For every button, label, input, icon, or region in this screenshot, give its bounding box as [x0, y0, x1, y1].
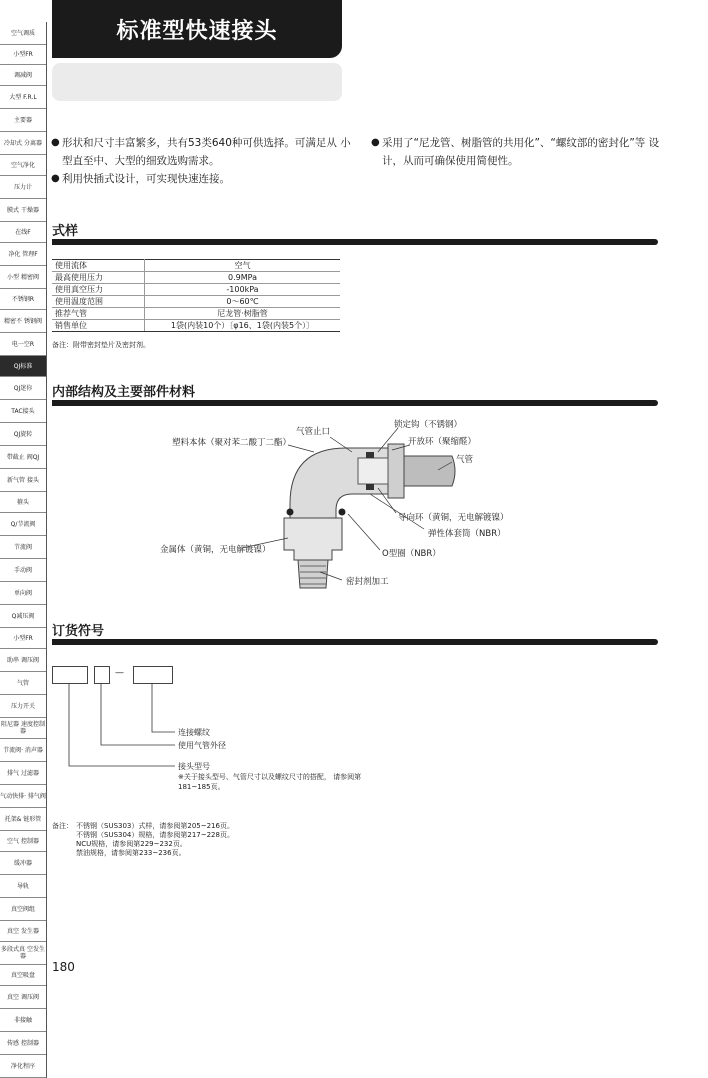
label-release-ring: 开放环（聚缩醛） — [408, 437, 477, 447]
sidebar-tab[interactable]: 小型FR — [0, 45, 46, 65]
section-rule — [52, 639, 658, 645]
sidebar-tab[interactable]: 多段式真 空发生器 — [0, 942, 46, 965]
list-item: 不锈钢（SUS304）规格，请参阅第217~228页。 — [76, 831, 234, 839]
sidebar-tab[interactable]: 排气 过滤器 — [0, 762, 46, 785]
table-row — [52, 284, 340, 296]
sidebar-tab[interactable]: 空气 控制器 — [0, 831, 46, 852]
spec-label: 最高使用压力 — [52, 272, 145, 284]
table-row — [52, 308, 340, 320]
sidebar-tab[interactable]: 非接触 — [0, 1009, 46, 1032]
list-item: 禁油规格，请参阅第233~236页。 — [76, 849, 186, 857]
sidebar-index — [0, 22, 47, 1078]
sidebar-tab[interactable]: 小型FR — [0, 628, 46, 649]
sidebar-tab[interactable]: 托架& 链形管 — [0, 808, 46, 831]
sidebar-tab[interactable]: 小型 精密阀 — [0, 266, 46, 289]
sidebar-tab[interactable]: 缓冲器 — [0, 852, 46, 875]
code-dash: — — [115, 668, 124, 678]
sidebar-tab[interactable]: 净化 管理F — [0, 243, 46, 266]
spec-value: 0～60℃ — [145, 296, 341, 308]
sidebar-tab[interactable]: QJ标准 — [0, 356, 46, 377]
spec-label: 销售单位 — [52, 320, 145, 332]
model-code-box — [52, 666, 88, 684]
table-row — [52, 272, 340, 284]
label-tube: 气管 — [456, 455, 474, 465]
list-item: 不锈钢（SUS303）式样，请参阅第205~216页。 — [76, 822, 234, 830]
lock-claw-shape — [366, 452, 374, 458]
sidebar-tab[interactable]: 箍头 — [0, 492, 46, 513]
section-rule — [52, 239, 658, 245]
label-o-ring: O型圈（NBR） — [382, 549, 441, 559]
notes-label: 备注： — [52, 822, 73, 830]
sidebar-tab[interactable]: 气管 — [0, 672, 46, 695]
sidebar-tab[interactable]: 助串 调压阀 — [0, 649, 46, 672]
sidebar-tab[interactable]: 真空阀组 — [0, 898, 46, 921]
sidebar-tab[interactable]: 导轨 — [0, 875, 46, 898]
sidebar-tab[interactable]: 新气管 接头 — [0, 469, 46, 492]
intro-left — [52, 134, 352, 188]
spec-label: 推荐气管 — [52, 308, 145, 320]
thread-box — [133, 666, 173, 684]
table-row — [52, 296, 340, 308]
label-elastic-sleeve: 弹性体套筒（NBR） — [428, 529, 506, 539]
label-plastic-body: 塑料本体（聚对苯二酸丁二酯） — [172, 438, 292, 448]
list-item: NCU规格，请参阅第229~232页。 — [76, 840, 187, 848]
sidebar-tab[interactable]: 真空 调压阀 — [0, 986, 46, 1009]
sidebar-tab[interactable]: 压力计 — [0, 176, 46, 199]
model-label: 接头型号 — [178, 762, 210, 771]
order-heading: 订货符号 — [52, 624, 105, 639]
label-lock-claw: 锁定钩（不锈钢） — [394, 420, 463, 430]
intro-bullet: ● 形状和尺寸丰富繁多，共有53类640种可供选择。可满足从 小型直至中、大型的细致选购需求。 — [52, 134, 352, 170]
spec-value: 1袋(内装10个）〔φ16、1袋(内装5个）〕 — [145, 320, 341, 332]
intro-bullet: ● 采用了“尼龙管、树脂管的共用化”、“螺纹部的密封化”等 设计，从而可确保使用简便性。 — [372, 134, 668, 170]
spec-label: 使用流体 — [52, 260, 145, 272]
thread-label: 连接螺纹 — [178, 728, 210, 737]
label-sealant: 密封剂加工 — [346, 577, 389, 587]
label-guide-ring: 导向环（黄铜，无电解镀镍） — [398, 513, 509, 523]
sidebar-tab[interactable]: 冷却式 分离器 — [0, 132, 46, 155]
release-ring-shape — [388, 444, 404, 498]
section-rule — [52, 400, 658, 406]
sidebar-tab[interactable]: 压力开关 — [0, 695, 46, 718]
table-row — [52, 320, 340, 332]
sidebar-tab[interactable]: 调减阀 — [0, 65, 46, 86]
sidebar-tab[interactable]: 真空吸盘 — [0, 965, 46, 986]
sidebar-tab[interactable]: 节流阀· 消声器 — [0, 739, 46, 762]
intro-bullet: ● 利用快插式设计，可实现快速连接。 — [52, 170, 352, 188]
metal-body-shape — [284, 518, 342, 560]
page-title: 标准型快速接头 — [116, 18, 278, 44]
sidebar-tab[interactable]: 空气净化 — [0, 155, 46, 176]
structure-heading: 内部结构及主要部件材料 — [52, 385, 196, 400]
fitting-cross-section — [52, 412, 658, 602]
sidebar-tab[interactable]: 气动快排· 排气阀 — [0, 785, 46, 808]
sidebar-tab[interactable]: 传感 控制器 — [0, 1032, 46, 1055]
sidebar-tab[interactable]: 节流阀 — [0, 536, 46, 559]
page-number: 180 — [52, 960, 75, 974]
sidebar-tab[interactable]: QJ迷你 — [0, 377, 46, 400]
sidebar-tab[interactable]: QJ旋转 — [0, 423, 46, 446]
sidebar-tab[interactable]: 带截止 阀QJ — [0, 446, 46, 469]
subtitle-panel — [52, 63, 342, 101]
spec-label: 使用温度范围 — [52, 296, 145, 308]
collet-shape — [358, 458, 388, 484]
tube-od-box — [94, 666, 110, 684]
order-leaders — [52, 683, 182, 773]
sidebar-tab[interactable]: 真空 发生器 — [0, 921, 46, 942]
specs-heading: 式样 — [52, 224, 79, 239]
sidebar-tab[interactable]: 精密不 锈钢阀 — [0, 310, 46, 333]
sidebar-tab[interactable]: 净化程序 — [0, 1055, 46, 1078]
sidebar-tab[interactable]: 单向阀 — [0, 582, 46, 605]
spec-value: 尼龙管·树脂管 — [145, 308, 341, 320]
spec-label: 使用真空压力 — [52, 284, 145, 296]
label-tube-stop: 气管止口 — [296, 427, 331, 437]
model-note: ※关于接头型号、气管尺寸以及螺纹尺寸的搭配， 请参阅第181~185页。 — [178, 773, 362, 791]
spec-value: 0.9MPa — [145, 272, 341, 284]
spec-note: 备注：附带密封垫片及密封剂。 — [52, 341, 150, 349]
sidebar-tab[interactable]: TAC接头 — [0, 400, 46, 423]
air-tube-shape — [402, 456, 455, 486]
sidebar-tab[interactable]: 在线F — [0, 222, 46, 243]
sidebar-tab[interactable]: 不锈钢R — [0, 289, 46, 310]
sidebar-tab[interactable]: 大型 F.R.L — [0, 86, 46, 109]
table-row — [52, 260, 340, 272]
intro-right — [372, 134, 668, 170]
o-ring-shape — [287, 509, 294, 516]
sidebar-tab[interactable]: Q/节流阀 — [0, 513, 46, 536]
sidebar-tab[interactable]: 主要器 — [0, 109, 46, 132]
label-metal-body: 金属体（黄铜，无电解镀镍） — [160, 545, 271, 555]
sidebar-tab[interactable]: 手动阀 — [0, 559, 46, 582]
spec-table — [52, 259, 340, 332]
spec-value: 空气 — [145, 260, 341, 272]
sidebar-tab[interactable]: Q减压阀 — [0, 605, 46, 628]
sidebar-tab[interactable]: 膜式 干燥器 — [0, 199, 46, 222]
title-bar — [52, 0, 342, 58]
sidebar-tab[interactable]: 电一空R — [0, 333, 46, 356]
sidebar-tab[interactable]: 空气调质 — [0, 22, 46, 45]
spec-value: -100kPa — [145, 284, 341, 296]
tube-od-label: 使用气管外径 — [178, 741, 226, 750]
o-ring-shape — [339, 509, 346, 516]
lock-claw-shape — [366, 484, 374, 490]
notes-list — [76, 822, 234, 858]
sidebar-tab[interactable]: 阻尼器 速度控制器 — [0, 718, 46, 739]
